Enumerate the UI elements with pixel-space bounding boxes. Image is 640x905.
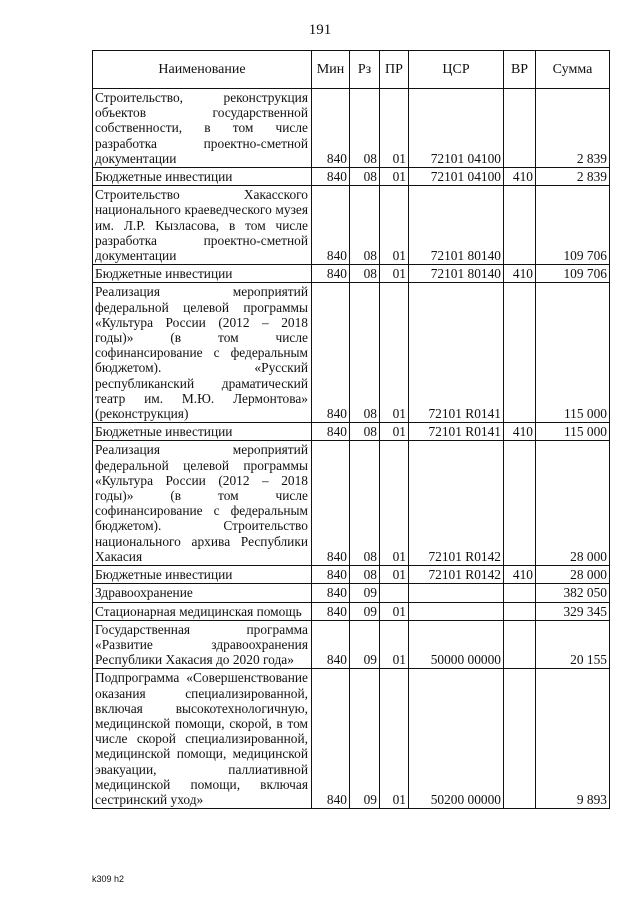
row-min: 840 xyxy=(312,283,350,423)
page-number: 191 xyxy=(308,22,332,38)
row-min: 840 xyxy=(312,89,350,168)
table-row xyxy=(93,669,610,809)
budget-table xyxy=(92,50,610,809)
row-name: Бюджетные инвестиции xyxy=(93,265,312,283)
header-csr: ЦСР xyxy=(409,51,504,89)
row-csr: 50000 00000 xyxy=(409,620,504,669)
row-csr: 72101 04100 xyxy=(409,168,504,186)
row-vr: 410 xyxy=(504,265,536,283)
header-sum: Сумма xyxy=(536,51,610,89)
row-min: 840 xyxy=(312,186,350,265)
row-pr: 01 xyxy=(380,283,409,423)
table-row xyxy=(93,186,610,265)
row-vr xyxy=(504,89,536,168)
row-vr xyxy=(504,584,536,602)
footer-code: k309 h2 xyxy=(92,874,125,884)
row-rz: 08 xyxy=(350,441,380,566)
header-pr: ПР xyxy=(380,51,409,89)
row-name: Государственная программа «Развитие здравоохранения Республики Хакасия до 2020 года» xyxy=(93,620,312,669)
row-name: Стационарная медицинская помощь xyxy=(93,602,312,620)
row-min: 840 xyxy=(312,620,350,669)
row-rz: 08 xyxy=(350,186,380,265)
row-csr: 72101 80140 xyxy=(409,186,504,265)
row-name: Реализация мероприятий федеральной целевой программы «Культура России (2012 – 2018 годы)» (в том числе софинансирование с федеральным бюджетом). Строительство национального архива Республики Хакасия xyxy=(93,441,312,566)
row-csr: 72101 04100 xyxy=(409,89,504,168)
row-vr xyxy=(504,283,536,423)
row-name: Бюджетные инвестиции xyxy=(93,566,312,584)
row-rz: 08 xyxy=(350,168,380,186)
row-pr: 01 xyxy=(380,602,409,620)
row-name: Здравоохранение xyxy=(93,584,312,602)
table-row xyxy=(93,283,610,423)
row-sum: 382 050 xyxy=(536,584,610,602)
row-csr: 72101 R0141 xyxy=(409,283,504,423)
row-rz: 09 xyxy=(350,620,380,669)
table-row xyxy=(93,168,610,186)
row-rz: 08 xyxy=(350,265,380,283)
row-csr: 72101 R0142 xyxy=(409,441,504,566)
row-vr xyxy=(504,186,536,265)
row-pr: 01 xyxy=(380,89,409,168)
row-pr: 01 xyxy=(380,620,409,669)
row-vr: 410 xyxy=(504,168,536,186)
row-pr: 01 xyxy=(380,669,409,809)
header-name: Наименование xyxy=(93,51,312,89)
row-vr xyxy=(504,602,536,620)
row-vr: 410 xyxy=(504,566,536,584)
row-name: Строительство, реконструкция объектов государственной собственности, в том числе разработка проектно-сметной документации xyxy=(93,89,312,168)
row-sum: 28 000 xyxy=(536,566,610,584)
row-csr: 72101 80140 xyxy=(409,265,504,283)
row-rz: 08 xyxy=(350,423,380,441)
row-min: 840 xyxy=(312,566,350,584)
row-rz: 08 xyxy=(350,89,380,168)
row-csr xyxy=(409,584,504,602)
row-rz: 08 xyxy=(350,283,380,423)
row-vr xyxy=(504,441,536,566)
row-sum: 2 839 xyxy=(536,168,610,186)
row-sum: 20 155 xyxy=(536,620,610,669)
row-min: 840 xyxy=(312,669,350,809)
row-name: Строительство Хакасского национального краеведческого музея им. Л.Р. Кызласова, в том числе разработка проектно-сметной документации xyxy=(93,186,312,265)
table-row xyxy=(93,89,610,168)
row-sum: 329 345 xyxy=(536,602,610,620)
row-sum: 115 000 xyxy=(536,423,610,441)
table-row xyxy=(93,602,610,620)
row-sum: 9 893 xyxy=(536,669,610,809)
table-header-row xyxy=(93,51,610,89)
row-sum: 109 706 xyxy=(536,265,610,283)
header-min: Мин xyxy=(312,51,350,89)
table-row xyxy=(93,265,610,283)
row-csr: 50200 00000 xyxy=(409,669,504,809)
row-rz: 08 xyxy=(350,566,380,584)
row-min: 840 xyxy=(312,584,350,602)
row-pr: 01 xyxy=(380,566,409,584)
table-row xyxy=(93,423,610,441)
row-sum: 2 839 xyxy=(536,89,610,168)
row-sum: 115 000 xyxy=(536,283,610,423)
header-rz: Рз xyxy=(350,51,380,89)
table-row xyxy=(93,566,610,584)
row-name: Бюджетные инвестиции xyxy=(93,168,312,186)
row-vr xyxy=(504,669,536,809)
row-pr: 01 xyxy=(380,168,409,186)
row-name: Реализация мероприятий федеральной целевой программы «Культура России (2012 – 2018 годы)» (в том числе софинансирование с федеральным бюджетом). «Русский республиканский драматический театр им. М.Ю. Лермонтова» (реконструкция) xyxy=(93,283,312,423)
row-csr: 72101 R0141 xyxy=(409,423,504,441)
row-rz: 09 xyxy=(350,584,380,602)
row-min: 840 xyxy=(312,602,350,620)
row-sum: 28 000 xyxy=(536,441,610,566)
row-sum: 109 706 xyxy=(536,186,610,265)
row-name: Бюджетные инвестиции xyxy=(93,423,312,441)
table-row xyxy=(93,620,610,669)
row-csr: 72101 R0142 xyxy=(409,566,504,584)
row-name: Подпрограмма «Совершенствование оказания специализированной, включая высокотехнологичную, медицинской помощи, скорой, в том числе скорой специализированной, медицинской помощи, медицинской эвакуации, паллиативной медицинской помощи, включая сестринский уход» xyxy=(93,669,312,809)
header-vr: ВР xyxy=(504,51,536,89)
row-pr: 01 xyxy=(380,441,409,566)
row-min: 840 xyxy=(312,423,350,441)
row-min: 840 xyxy=(312,265,350,283)
row-csr xyxy=(409,602,504,620)
row-pr xyxy=(380,584,409,602)
row-vr xyxy=(504,620,536,669)
row-min: 840 xyxy=(312,441,350,566)
row-pr: 01 xyxy=(380,265,409,283)
row-rz: 09 xyxy=(350,669,380,809)
row-min: 840 xyxy=(312,168,350,186)
row-vr: 410 xyxy=(504,423,536,441)
row-rz: 09 xyxy=(350,602,380,620)
table-row xyxy=(93,441,610,566)
table-row xyxy=(93,584,610,602)
row-pr: 01 xyxy=(380,186,409,265)
row-pr: 01 xyxy=(380,423,409,441)
